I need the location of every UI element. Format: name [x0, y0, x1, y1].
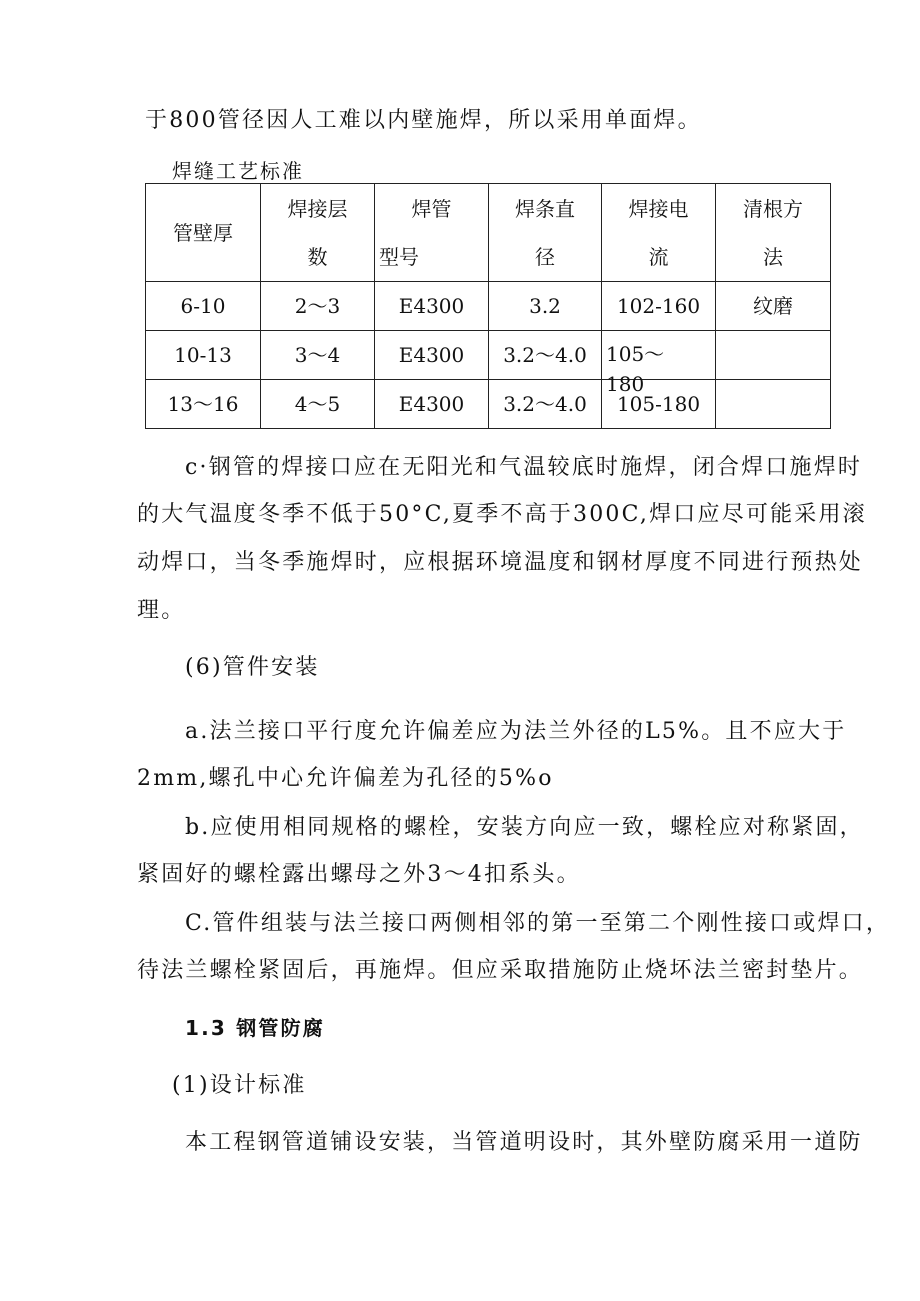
table-cell: 102-160	[602, 282, 716, 331]
intro-paragraph: 于800管径因人工难以内壁施焊，所以采用单面焊。	[145, 108, 702, 133]
section-1-title: (1)设计标准	[172, 1073, 307, 1098]
section-6-title: (6)管件安装	[185, 655, 320, 680]
table-cell: 3.2～4.0	[489, 380, 602, 429]
table-row	[146, 331, 831, 380]
header-wall-thickness: 管壁厚	[146, 184, 261, 282]
table-cell: 3～4	[261, 331, 375, 380]
section-heading-1-3: 1.3 钢管防腐	[185, 1016, 325, 1040]
table-cell: 6-10	[146, 282, 261, 331]
table-header-row	[146, 184, 831, 282]
table-row	[146, 380, 831, 429]
weld-standard-table	[145, 183, 831, 429]
paragraph-c-line2: 的大气温度冬季不低于50°C,夏季不高于300C,焊口应尽可能采用滚	[137, 502, 867, 527]
header-weld-layers: 焊接层 数	[261, 184, 375, 282]
paragraph-c-line1: c·钢管的焊接口应在无阳光和气温较底时施焊，闭合焊口施焊时	[185, 455, 863, 480]
table-cell: 10-13	[146, 331, 261, 380]
header-weld-current: 焊接电 流	[602, 184, 716, 282]
table-cell: 105～180	[602, 331, 716, 380]
table-cell: E4300	[375, 331, 489, 380]
paragraph-a-line1: a.法兰接口平行度允许偏差应为法兰外径的L5%。且不应大于	[185, 719, 847, 744]
table-cell	[716, 380, 831, 429]
table-cell: 105-180	[602, 380, 716, 429]
table-row	[146, 282, 831, 331]
paragraph-C-line2: 待法兰螺栓紧固后，再施焊。但应采取措施防止烧坏法兰密封垫片。	[137, 958, 864, 983]
table-cell: 3.2	[489, 282, 602, 331]
paragraph-c-line3: 动焊口，当冬季施焊时，应根据环境温度和钢材厚度不同进行预热处	[137, 550, 864, 575]
table-cell: E4300	[375, 282, 489, 331]
paragraph-b-line1: b.应使用相同规格的螺栓，安装方向应一致，螺栓应对称紧固，	[185, 815, 864, 840]
paragraph-b-line2: 紧固好的螺栓露出螺母之外3～4扣系头。	[137, 862, 581, 887]
table-cell: E4300	[375, 380, 489, 429]
paragraph-last: 本工程钢管道铺设安装，当管道明设时，其外壁防腐采用一道防	[185, 1130, 863, 1155]
paragraph-a-line2: 2mm,螺孔中心允许偏差为孔径的5%o	[137, 766, 554, 791]
table-caption: 焊缝工艺标准	[172, 159, 304, 183]
table-cell: 纹磨	[716, 282, 831, 331]
paragraph-C-line1: C.管件组装与法兰接口两侧相邻的第一至第二个刚性接口或焊口，	[185, 911, 891, 936]
header-electrode-model: 焊管 型号	[375, 184, 489, 282]
table-cell: 4～5	[261, 380, 375, 429]
table-cell: 2～3	[261, 282, 375, 331]
table-cell	[716, 331, 831, 380]
table-cell: 3.2～4.0	[489, 331, 602, 380]
paragraph-c-line4: 理。	[137, 598, 186, 623]
header-root-cleaning: 清根方 法	[716, 184, 831, 282]
header-electrode-diameter: 焊条直 径	[489, 184, 602, 282]
table-cell: 13～16	[146, 380, 261, 429]
